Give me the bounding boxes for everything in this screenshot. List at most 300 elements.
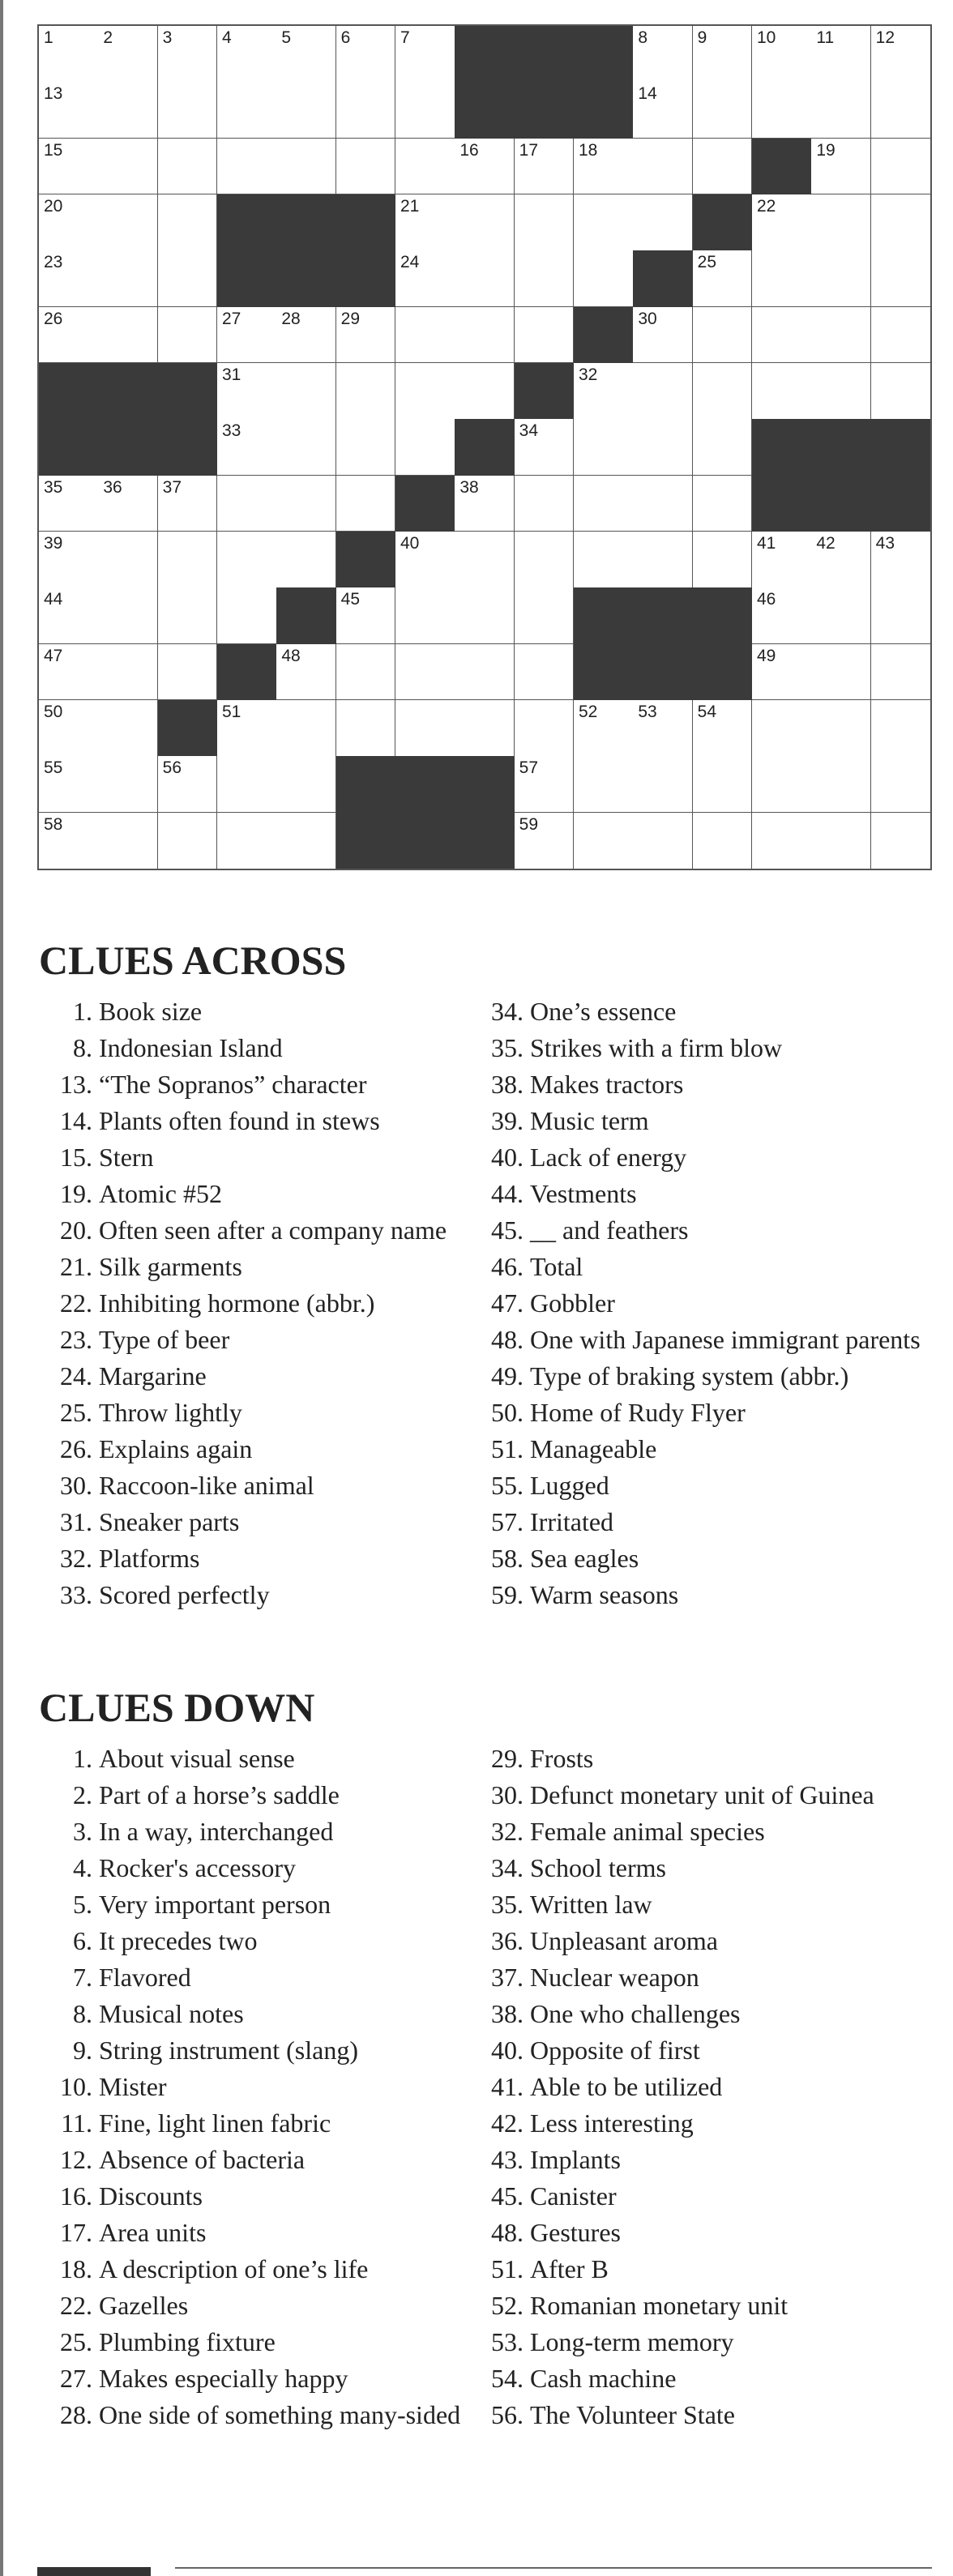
grid-cell[interactable] bbox=[871, 587, 931, 644]
clue-number: 18. bbox=[60, 2254, 92, 2283]
grid-cell[interactable] bbox=[871, 250, 931, 307]
grid-cell[interactable] bbox=[515, 139, 575, 195]
grid-cell[interactable] bbox=[395, 26, 455, 83]
down-clue bbox=[478, 1741, 932, 1777]
clue-number: 26. bbox=[60, 1434, 92, 1463]
grid-cell[interactable] bbox=[515, 532, 575, 588]
clue-number: 11. bbox=[61, 2108, 92, 2138]
across-clue bbox=[478, 1212, 932, 1249]
clue-number: 52. bbox=[491, 2291, 524, 2320]
down-clue bbox=[478, 2178, 932, 2215]
clue-number: 21. bbox=[60, 1252, 92, 1281]
clue-number: 30. bbox=[491, 1780, 524, 1809]
cell-number: 45 bbox=[340, 590, 361, 609]
grid-cell[interactable] bbox=[276, 532, 336, 588]
grid-cell[interactable] bbox=[217, 363, 277, 420]
grid-cell[interactable] bbox=[633, 139, 693, 195]
grid-cell[interactable] bbox=[98, 82, 158, 139]
clue-number: 33. bbox=[60, 1580, 92, 1609]
crossword-grid bbox=[37, 24, 932, 870]
grid-cell[interactable] bbox=[39, 700, 99, 757]
across-clue bbox=[478, 1249, 932, 1285]
grid-cell[interactable] bbox=[811, 363, 871, 420]
grid-cell[interactable] bbox=[158, 587, 218, 644]
grid-cell[interactable] bbox=[574, 700, 634, 757]
grid-cell[interactable] bbox=[752, 26, 812, 83]
grid-cell[interactable] bbox=[574, 813, 634, 869]
clue-text: Music term bbox=[530, 1106, 649, 1135]
clue-number: 16. bbox=[60, 2181, 92, 2211]
grid-cell[interactable] bbox=[217, 756, 277, 813]
grid-cell[interactable] bbox=[39, 644, 99, 701]
cell-number: 25 bbox=[697, 253, 717, 272]
grid-cell[interactable] bbox=[515, 250, 575, 307]
cell-number: 36 bbox=[103, 477, 122, 497]
cell-number: 30 bbox=[638, 309, 657, 328]
clue-text: Musical notes bbox=[99, 1999, 244, 2028]
grid-cell[interactable] bbox=[336, 644, 396, 701]
grid-cell[interactable] bbox=[811, 587, 871, 644]
grid-cell[interactable] bbox=[693, 419, 753, 476]
across-clue bbox=[478, 1103, 932, 1139]
grid-cell[interactable] bbox=[98, 700, 158, 757]
cell-number: 2 bbox=[103, 28, 113, 47]
across-clue bbox=[478, 1431, 932, 1467]
clue-number: 41. bbox=[491, 2072, 524, 2101]
down-clue bbox=[47, 1813, 468, 1850]
clue-text: Nuclear weapon bbox=[530, 1963, 699, 1992]
grid-cell[interactable] bbox=[693, 476, 753, 532]
grid-cell[interactable] bbox=[217, 532, 277, 588]
clue-text: Implants bbox=[530, 2145, 621, 2174]
cell-number: 53 bbox=[638, 703, 657, 721]
black-square bbox=[158, 363, 218, 420]
grid-cell[interactable] bbox=[455, 250, 515, 307]
grid-cell[interactable] bbox=[811, 250, 871, 307]
grid-cell[interactable] bbox=[693, 26, 753, 83]
clue-text: Explains again bbox=[99, 1434, 253, 1463]
grid-cell[interactable] bbox=[752, 194, 812, 251]
grid-cell[interactable] bbox=[752, 756, 812, 813]
grid-cell[interactable] bbox=[39, 587, 99, 644]
across-clue bbox=[478, 1030, 932, 1066]
grid-cell[interactable] bbox=[39, 82, 99, 139]
grid-cell[interactable] bbox=[455, 587, 515, 644]
cell-number: 14 bbox=[638, 84, 657, 104]
clue-text: Less interesting bbox=[530, 2108, 694, 2138]
black-square bbox=[336, 250, 396, 307]
grid-cell[interactable] bbox=[633, 82, 693, 139]
grid-cell[interactable] bbox=[515, 587, 575, 644]
grid-cell[interactable] bbox=[811, 82, 871, 139]
grid-cell[interactable] bbox=[811, 644, 871, 701]
across-clue bbox=[478, 1395, 932, 1431]
grid-cell[interactable] bbox=[39, 26, 99, 83]
grid-cell[interactable] bbox=[158, 194, 218, 251]
grid-cell[interactable] bbox=[98, 194, 158, 251]
down-clue bbox=[478, 1777, 932, 1813]
grid-cell[interactable] bbox=[276, 644, 336, 701]
grid-cell[interactable] bbox=[158, 813, 218, 869]
across-clue bbox=[47, 1249, 468, 1285]
grid-cell[interactable] bbox=[336, 419, 396, 476]
cell-number: 37 bbox=[162, 477, 182, 497]
grid-cell[interactable] bbox=[395, 139, 455, 195]
grid-cell[interactable] bbox=[217, 82, 277, 139]
grid-cell[interactable] bbox=[871, 307, 931, 364]
down-clue bbox=[47, 1850, 468, 1886]
grid-cell[interactable] bbox=[217, 700, 277, 757]
grid-cell[interactable] bbox=[693, 307, 753, 364]
clue-text: Defunct monetary unit of Guinea bbox=[530, 1780, 874, 1809]
black-square bbox=[455, 26, 515, 83]
grid-cell[interactable] bbox=[395, 363, 455, 420]
grid-cell[interactable] bbox=[633, 532, 693, 588]
clue-number: 19. bbox=[60, 1179, 92, 1208]
down-clue bbox=[47, 2251, 468, 2288]
grid-cell[interactable] bbox=[515, 700, 575, 757]
across-clue bbox=[47, 1322, 468, 1358]
cell-number: 11 bbox=[816, 28, 835, 47]
grid-cell[interactable] bbox=[276, 307, 336, 364]
grid-cell[interactable] bbox=[515, 307, 575, 364]
black-square bbox=[217, 644, 277, 701]
grid-cell[interactable] bbox=[752, 813, 812, 869]
grid-cell[interactable] bbox=[752, 532, 812, 588]
across-clue bbox=[47, 1358, 468, 1395]
grid-cell[interactable] bbox=[158, 756, 218, 813]
clue-number: 39. bbox=[491, 1106, 524, 1135]
grid-cell[interactable] bbox=[574, 756, 634, 813]
clue-number: 30. bbox=[60, 1471, 92, 1500]
cell-number: 57 bbox=[519, 758, 539, 778]
across-clue bbox=[47, 1139, 468, 1176]
grid-cell[interactable] bbox=[752, 250, 812, 307]
grid-cell[interactable] bbox=[98, 644, 158, 701]
grid-cell[interactable] bbox=[811, 26, 871, 83]
grid-cell[interactable] bbox=[871, 194, 931, 251]
clue-text: Home of Rudy Flyer bbox=[530, 1398, 746, 1427]
clue-text: Throw lightly bbox=[99, 1398, 242, 1427]
grid-cell[interactable] bbox=[336, 26, 396, 83]
clue-number: 37. bbox=[491, 1963, 524, 1992]
grid-cell[interactable] bbox=[336, 700, 396, 757]
clue-text: Vestments bbox=[530, 1179, 637, 1208]
grid-cell[interactable] bbox=[276, 700, 336, 757]
grid-cell[interactable] bbox=[395, 532, 455, 588]
black-square bbox=[633, 587, 693, 644]
grid-cell[interactable] bbox=[515, 419, 575, 476]
grid-cell[interactable] bbox=[39, 813, 99, 869]
grid-cell[interactable] bbox=[752, 644, 812, 701]
grid-cell[interactable] bbox=[811, 532, 871, 588]
clue-text: Manageable bbox=[530, 1434, 657, 1463]
black-square bbox=[39, 419, 99, 476]
black-square bbox=[515, 363, 575, 420]
grid-cell[interactable] bbox=[574, 476, 634, 532]
grid-cell[interactable] bbox=[455, 644, 515, 701]
clue-number: 13. bbox=[60, 1070, 92, 1099]
clue-number: 45. bbox=[491, 1215, 524, 1245]
down-clue bbox=[478, 1850, 932, 1886]
grid-cell[interactable] bbox=[752, 587, 812, 644]
grid-cell[interactable] bbox=[158, 532, 218, 588]
grid-cell[interactable] bbox=[395, 644, 455, 701]
grid-cell[interactable] bbox=[871, 363, 931, 420]
grid-cell[interactable] bbox=[276, 813, 336, 869]
clue-text: Lugged bbox=[530, 1471, 609, 1500]
grid-cell[interactable] bbox=[633, 26, 693, 83]
grid-cell[interactable] bbox=[811, 700, 871, 757]
clue-text: About visual sense bbox=[99, 1744, 295, 1773]
grid-cell[interactable] bbox=[871, 139, 931, 195]
grid-cell[interactable] bbox=[276, 82, 336, 139]
grid-cell[interactable] bbox=[693, 813, 753, 869]
down-clue bbox=[47, 2360, 468, 2397]
clue-text: Plants often found in stews bbox=[99, 1106, 380, 1135]
grid-cell[interactable] bbox=[39, 250, 99, 307]
cell-number: 40 bbox=[400, 534, 420, 553]
grid-cell[interactable] bbox=[276, 139, 336, 195]
clue-text: Discounts bbox=[99, 2181, 203, 2211]
grid-cell[interactable] bbox=[395, 307, 455, 364]
grid-cell[interactable] bbox=[39, 139, 99, 195]
black-square bbox=[633, 250, 693, 307]
clue-number: 22. bbox=[60, 1288, 92, 1318]
cell-number: 20 bbox=[44, 197, 63, 216]
grid-cell[interactable] bbox=[693, 700, 753, 757]
grid-cell[interactable] bbox=[336, 307, 396, 364]
grid-cell[interactable] bbox=[98, 813, 158, 869]
grid-cell[interactable] bbox=[752, 82, 812, 139]
cell-number: 44 bbox=[44, 590, 63, 609]
clue-number: 40. bbox=[491, 1143, 524, 1172]
grid-cell[interactable] bbox=[693, 756, 753, 813]
grid-cell[interactable] bbox=[633, 476, 693, 532]
black-square bbox=[217, 250, 277, 307]
grid-cell[interactable] bbox=[217, 139, 277, 195]
grid-cell[interactable] bbox=[217, 587, 277, 644]
footer-strip bbox=[37, 2567, 932, 2576]
grid-cell[interactable] bbox=[276, 363, 336, 420]
grid-cell[interactable] bbox=[158, 139, 218, 195]
grid-cell[interactable] bbox=[98, 476, 158, 532]
grid-cell[interactable] bbox=[693, 82, 753, 139]
clue-number: 54. bbox=[491, 2364, 524, 2393]
grid-cell[interactable] bbox=[633, 700, 693, 757]
cell-number: 49 bbox=[757, 646, 776, 665]
cell-number: 55 bbox=[44, 758, 63, 778]
grid-cell[interactable] bbox=[336, 363, 396, 420]
grid-cell[interactable] bbox=[276, 419, 336, 476]
grid-cell[interactable] bbox=[39, 194, 99, 251]
clue-number: 59. bbox=[491, 1580, 524, 1609]
down-clues-left-column bbox=[47, 1741, 468, 2433]
clue-number: 24. bbox=[60, 1361, 92, 1391]
clue-number: 44. bbox=[491, 1179, 524, 1208]
grid-cell[interactable] bbox=[98, 26, 158, 83]
clue-text: After B bbox=[530, 2254, 609, 2283]
grid-cell[interactable] bbox=[276, 26, 336, 83]
grid-cell[interactable] bbox=[336, 587, 396, 644]
grid-cell[interactable] bbox=[811, 139, 871, 195]
clues-down-heading: CLUES DOWN bbox=[39, 1685, 315, 1730]
grid-cell[interactable] bbox=[871, 813, 931, 869]
grid-cell[interactable] bbox=[515, 644, 575, 701]
grid-cell[interactable] bbox=[574, 139, 634, 195]
grid-cell[interactable] bbox=[455, 476, 515, 532]
grid-cell[interactable] bbox=[395, 250, 455, 307]
grid-cell[interactable] bbox=[811, 813, 871, 869]
grid-cell[interactable] bbox=[217, 813, 277, 869]
black-square bbox=[515, 82, 575, 139]
clue-text: String instrument (slang) bbox=[99, 2036, 358, 2065]
black-square bbox=[574, 82, 634, 139]
grid-cell[interactable] bbox=[158, 82, 218, 139]
grid-cell[interactable] bbox=[574, 250, 634, 307]
grid-cell[interactable] bbox=[217, 419, 277, 476]
grid-cell[interactable] bbox=[158, 644, 218, 701]
cell-number: 43 bbox=[875, 534, 895, 553]
grid-cell[interactable] bbox=[871, 700, 931, 757]
grid-cell[interactable] bbox=[574, 363, 634, 420]
grid-cell[interactable] bbox=[752, 700, 812, 757]
grid-cell[interactable] bbox=[515, 476, 575, 532]
grid-cell[interactable] bbox=[395, 587, 455, 644]
black-square bbox=[811, 476, 871, 532]
grid-cell[interactable] bbox=[811, 307, 871, 364]
grid-cell[interactable] bbox=[158, 476, 218, 532]
grid-cell[interactable] bbox=[871, 26, 931, 83]
cell-number: 47 bbox=[44, 646, 63, 665]
clue-text: Absence of bacteria bbox=[99, 2145, 306, 2174]
grid-cell[interactable] bbox=[455, 307, 515, 364]
grid-cell[interactable] bbox=[574, 532, 634, 588]
grid-cell[interactable] bbox=[752, 363, 812, 420]
grid-cell[interactable] bbox=[515, 813, 575, 869]
grid-cell[interactable] bbox=[395, 194, 455, 251]
grid-cell[interactable] bbox=[455, 139, 515, 195]
clue-text: Lack of energy bbox=[530, 1143, 687, 1172]
black-square bbox=[515, 26, 575, 83]
cell-number: 16 bbox=[459, 140, 479, 160]
clue-number: 6. bbox=[73, 1926, 92, 1955]
grid-cell[interactable] bbox=[98, 139, 158, 195]
grid-cell[interactable] bbox=[336, 476, 396, 532]
across-clue bbox=[47, 1577, 468, 1613]
black-square bbox=[336, 813, 396, 869]
black-square bbox=[574, 587, 634, 644]
grid-cell[interactable] bbox=[871, 644, 931, 701]
grid-cell[interactable] bbox=[158, 26, 218, 83]
clue-text: Scored perfectly bbox=[99, 1580, 270, 1609]
grid-cell[interactable] bbox=[633, 307, 693, 364]
clue-number: 50. bbox=[491, 1398, 524, 1427]
grid-cell[interactable] bbox=[455, 700, 515, 757]
grid-cell[interactable] bbox=[693, 250, 753, 307]
black-square bbox=[455, 813, 515, 869]
across-clues-right-column bbox=[478, 993, 932, 1613]
grid-cell[interactable] bbox=[39, 476, 99, 532]
black-square bbox=[158, 700, 218, 757]
grid-cell[interactable] bbox=[574, 419, 634, 476]
grid-cell[interactable] bbox=[633, 363, 693, 420]
down-clue bbox=[47, 2178, 468, 2215]
clue-number: 38. bbox=[491, 1999, 524, 2028]
grid-cell[interactable] bbox=[98, 250, 158, 307]
black-square bbox=[395, 756, 455, 813]
grid-cell[interactable] bbox=[158, 250, 218, 307]
grid-cell[interactable] bbox=[455, 194, 515, 251]
grid-cell[interactable] bbox=[871, 82, 931, 139]
grid-cell[interactable] bbox=[455, 532, 515, 588]
grid-cell[interactable] bbox=[276, 476, 336, 532]
grid-cell[interactable] bbox=[515, 756, 575, 813]
clue-number: 25. bbox=[60, 1398, 92, 1427]
clue-text: Type of beer bbox=[99, 1325, 230, 1354]
grid-cell[interactable] bbox=[693, 139, 753, 195]
grid-cell[interactable] bbox=[98, 532, 158, 588]
grid-cell[interactable] bbox=[395, 82, 455, 139]
grid-cell[interactable] bbox=[98, 756, 158, 813]
grid-cell[interactable] bbox=[574, 194, 634, 251]
grid-cell[interactable] bbox=[693, 363, 753, 420]
grid-cell[interactable] bbox=[871, 756, 931, 813]
grid-cell[interactable] bbox=[633, 813, 693, 869]
grid-cell[interactable] bbox=[98, 307, 158, 364]
grid-cell[interactable] bbox=[336, 139, 396, 195]
grid-cell[interactable] bbox=[217, 476, 277, 532]
grid-cell[interactable] bbox=[39, 532, 99, 588]
grid-cell[interactable] bbox=[455, 363, 515, 420]
grid-cell[interactable] bbox=[217, 307, 277, 364]
grid-cell[interactable] bbox=[515, 194, 575, 251]
across-clue bbox=[478, 1285, 932, 1322]
grid-cell[interactable] bbox=[811, 756, 871, 813]
grid-cell[interactable] bbox=[276, 756, 336, 813]
black-square bbox=[395, 813, 455, 869]
grid-cell[interactable] bbox=[395, 419, 455, 476]
clue-number: 32. bbox=[491, 1817, 524, 1846]
grid-cell[interactable] bbox=[871, 532, 931, 588]
grid-cell[interactable] bbox=[752, 307, 812, 364]
grid-cell[interactable] bbox=[217, 26, 277, 83]
down-clue bbox=[478, 1813, 932, 1850]
grid-cell[interactable] bbox=[395, 700, 455, 757]
grid-cell[interactable] bbox=[158, 307, 218, 364]
clue-text: Flavored bbox=[99, 1963, 191, 1992]
grid-cell[interactable] bbox=[39, 756, 99, 813]
cell-number: 19 bbox=[816, 140, 835, 160]
clue-number: 35. bbox=[491, 1033, 524, 1062]
clue-number: 31. bbox=[60, 1507, 92, 1536]
grid-cell[interactable] bbox=[693, 532, 753, 588]
clue-number: 45. bbox=[491, 2181, 524, 2211]
cell-number: 41 bbox=[757, 534, 776, 553]
black-square bbox=[455, 756, 515, 813]
grid-cell[interactable] bbox=[811, 194, 871, 251]
grid-cell[interactable] bbox=[336, 82, 396, 139]
grid-cell[interactable] bbox=[39, 307, 99, 364]
cell-number: 7 bbox=[400, 28, 410, 47]
grid-cell[interactable] bbox=[98, 587, 158, 644]
footer-dark-block bbox=[37, 2567, 151, 2576]
grid-cell[interactable] bbox=[633, 194, 693, 251]
grid-cell[interactable] bbox=[633, 756, 693, 813]
grid-cell[interactable] bbox=[633, 419, 693, 476]
cell-number: 15 bbox=[44, 140, 63, 160]
across-clue bbox=[478, 993, 932, 1030]
